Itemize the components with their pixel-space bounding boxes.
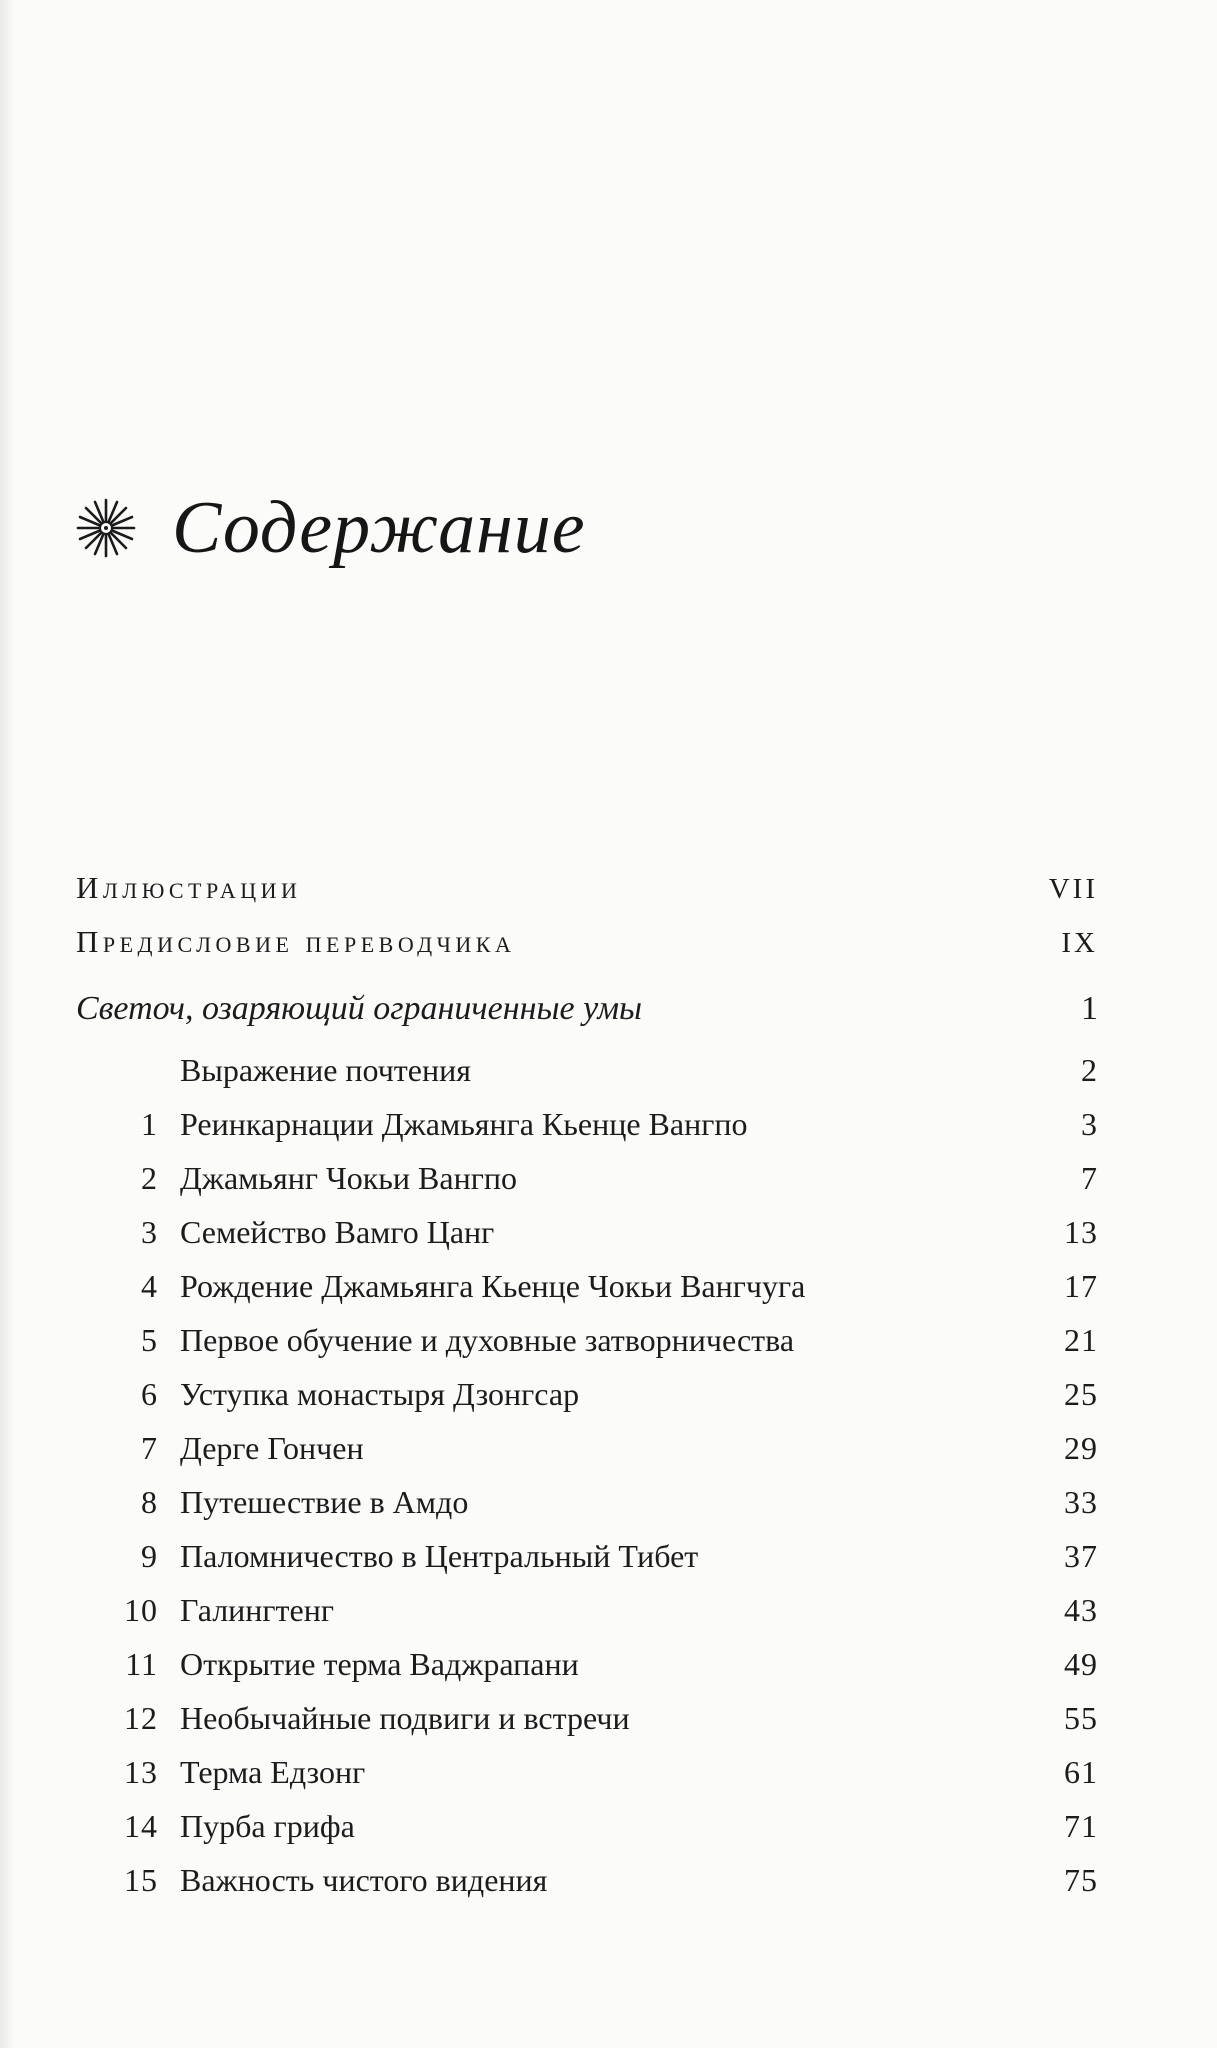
toc-chapter-row[interactable]: [76, 1268, 1098, 1322]
chapter-number: 15: [124, 1862, 158, 1898]
chapter-page: 17: [1064, 1268, 1098, 1304]
heading: [74, 478, 586, 578]
chapter-number: 10: [124, 1592, 158, 1628]
chapter-title: Галингтенг: [180, 1592, 334, 1628]
toc-entry-page: VII: [1048, 873, 1098, 905]
toc-chapter-row[interactable]: [76, 1430, 1098, 1484]
chapter-page: 3: [1081, 1106, 1098, 1142]
chapter-title: Первое обучение и духовные затворничества: [180, 1322, 795, 1358]
chapter-title: Семейство Вамго Цанг: [180, 1214, 495, 1250]
chapter-page: 71: [1064, 1808, 1098, 1844]
chapter-page: 21: [1064, 1322, 1098, 1358]
asterisk-star-icon: [74, 496, 138, 560]
chapter-title: Важность чистого видения: [180, 1862, 548, 1898]
toc-entry-title: Предисловие переводчика: [76, 924, 516, 959]
chapter-number: 3: [141, 1214, 158, 1250]
toc-chapter-row[interactable]: [76, 1808, 1098, 1862]
page-gutter-shadow: [0, 0, 14, 2048]
chapter-page: 25: [1064, 1376, 1098, 1412]
chapter-title: Выражение почтения: [180, 1052, 471, 1088]
toc-entry-title: Иллюстрации: [76, 870, 302, 905]
toc-part-heading[interactable]: [76, 990, 1098, 1052]
toc-entry-illustrations[interactable]: [76, 870, 1098, 924]
chapter-title: Рождение Джамьянга Кьенце Чокьи Вангчуга: [180, 1268, 806, 1304]
chapter-page: 37: [1064, 1538, 1098, 1574]
toc-chapter-row[interactable]: [76, 1052, 1098, 1106]
chapter-title: Реинкарнации Джамьянга Кьенце Вангпо: [180, 1106, 748, 1142]
chapter-number: 7: [141, 1430, 158, 1466]
table-of-contents: [76, 870, 1098, 1916]
chapter-number: 2: [141, 1160, 158, 1196]
chapter-number: 4: [141, 1268, 158, 1304]
chapter-page: 75: [1064, 1862, 1098, 1898]
chapter-title: Уступка монастыря Дзонгсар: [180, 1376, 580, 1412]
chapter-page: 7: [1081, 1160, 1098, 1196]
chapter-number: 12: [124, 1700, 158, 1736]
toc-chapter-row[interactable]: [76, 1646, 1098, 1700]
chapter-page: 61: [1064, 1754, 1098, 1790]
chapter-page: 43: [1064, 1592, 1098, 1628]
toc-chapter-row[interactable]: [76, 1214, 1098, 1268]
toc-chapter-row[interactable]: [76, 1484, 1098, 1538]
chapter-title: Необычайные подвиги и встречи: [180, 1700, 630, 1736]
toc-chapter-row[interactable]: [76, 1376, 1098, 1430]
toc-part-title: Светоч, озаряющий ограниченные умы: [76, 990, 643, 1027]
chapter-number: 1: [141, 1106, 158, 1142]
toc-chapter-row[interactable]: [76, 1160, 1098, 1214]
chapter-page: 55: [1064, 1700, 1098, 1736]
chapter-number: 8: [141, 1484, 158, 1520]
chapter-number: 14: [124, 1808, 158, 1844]
chapter-number: 11: [125, 1646, 158, 1682]
toc-part-page: 1: [1081, 990, 1098, 1027]
chapter-title: Путешествие в Амдо: [180, 1484, 469, 1520]
chapter-number: 13: [124, 1754, 158, 1790]
toc-entry-translator-preface[interactable]: [76, 924, 1098, 978]
chapter-title: Паломничество в Центральный Тибет: [180, 1538, 699, 1574]
toc-chapter-row[interactable]: [76, 1538, 1098, 1592]
chapter-title: Открытие терма Ваджрапани: [180, 1646, 579, 1682]
chapter-page: 29: [1064, 1430, 1098, 1466]
chapter-number: 5: [141, 1322, 158, 1358]
chapter-title: Джамьянг Чокьи Вангпо: [180, 1160, 517, 1196]
toc-chapter-row[interactable]: [76, 1322, 1098, 1376]
chapter-number: 6: [141, 1376, 158, 1412]
chapter-page: 13: [1064, 1214, 1098, 1250]
toc-chapter-row[interactable]: [76, 1754, 1098, 1808]
toc-chapter-row[interactable]: [76, 1592, 1098, 1646]
chapter-page: 2: [1081, 1052, 1098, 1088]
chapter-title: Терма Едзонг: [180, 1754, 366, 1790]
toc-entry-page: IX: [1061, 927, 1098, 959]
toc-chapter-row[interactable]: [76, 1700, 1098, 1754]
chapter-number: 9: [141, 1538, 158, 1574]
page-title: Содержание: [172, 486, 586, 569]
chapter-title: Дерге Гончен: [180, 1430, 364, 1466]
chapter-title: Пурба грифа: [180, 1808, 355, 1844]
toc-chapter-row[interactable]: [76, 1106, 1098, 1160]
chapter-page: 49: [1064, 1646, 1098, 1682]
chapter-page: 33: [1064, 1484, 1098, 1520]
toc-chapter-row[interactable]: [76, 1862, 1098, 1916]
